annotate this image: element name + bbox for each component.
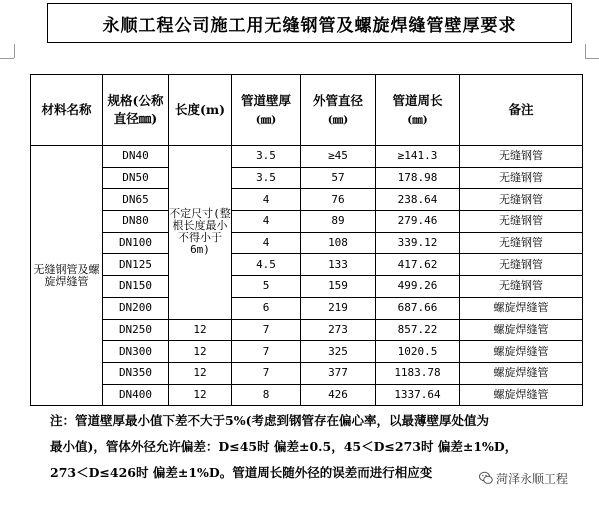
header-material: 材料名称 bbox=[31, 75, 103, 146]
spec-cell: DN80 bbox=[103, 211, 169, 233]
spec-cell: DN100 bbox=[103, 232, 169, 254]
perimeter-cell: 1337.64 bbox=[376, 384, 460, 406]
table-row bbox=[31, 211, 583, 233]
spec-cell: DN50 bbox=[103, 167, 169, 189]
remark-cell: 无缝钢管 bbox=[460, 146, 583, 168]
wall-thickness-cell: 3.5 bbox=[232, 167, 301, 189]
header-length: 长度(m) bbox=[169, 75, 232, 146]
wall-thickness-cell: 3.5 bbox=[232, 146, 301, 168]
remark-cell: 螺旋焊缝管 bbox=[460, 297, 583, 319]
spec-cell: DN40 bbox=[103, 146, 169, 168]
spec-cell: DN150 bbox=[103, 276, 169, 298]
table-header-row bbox=[31, 75, 583, 146]
outer-diameter-cell: 159 bbox=[301, 276, 376, 298]
outer-diameter-cell: 89 bbox=[301, 211, 376, 233]
table-row bbox=[31, 189, 583, 211]
remark-cell: 无缝钢管 bbox=[460, 189, 583, 211]
table-row bbox=[31, 341, 583, 363]
wall-thickness-cell: 7 bbox=[232, 362, 301, 384]
table-row bbox=[31, 146, 583, 168]
remark-cell: 无缝钢管 bbox=[460, 254, 583, 276]
page-title: 永顺工程公司施工用无缝钢管及螺旋焊缝管壁厚要求 bbox=[102, 15, 517, 36]
outer-diameter-cell: 325 bbox=[301, 341, 376, 363]
remark-cell: 无缝钢管 bbox=[460, 276, 583, 298]
table-row bbox=[31, 319, 583, 341]
crop-mark bbox=[0, 58, 14, 59]
table-row bbox=[31, 384, 583, 406]
watermark-text: 菏泽永顺工程 bbox=[496, 472, 569, 486]
outer-diameter-cell: 108 bbox=[301, 232, 376, 254]
footnote-line: 最小值)，管体外径允许偏差：D≤45时 偏差±0.5，45＜D≤273时 偏差±1%D， bbox=[50, 439, 518, 454]
header-remark: 备注 bbox=[460, 75, 583, 146]
remark-cell: 螺旋焊缝管 bbox=[460, 362, 583, 384]
outer-diameter-cell: 273 bbox=[301, 319, 376, 341]
table-row bbox=[31, 232, 583, 254]
spec-cell: DN125 bbox=[103, 254, 169, 276]
wall-thickness-cell: 6 bbox=[232, 297, 301, 319]
length-cell: 12 bbox=[169, 341, 232, 363]
header-perimeter: 管道周长 (㎜) bbox=[376, 75, 460, 146]
perimeter-cell: 178.98 bbox=[376, 167, 460, 189]
length-merged-cell: 不定尺寸(整根长度最小不得小于6m) bbox=[169, 146, 232, 320]
remark-cell: 螺旋焊缝管 bbox=[460, 384, 583, 406]
pipe-spec-table bbox=[30, 74, 583, 406]
wall-thickness-cell: 8 bbox=[232, 384, 301, 406]
crop-mark bbox=[585, 44, 586, 58]
remark-cell: 无缝钢管 bbox=[460, 167, 583, 189]
remark-cell: 螺旋焊缝管 bbox=[460, 319, 583, 341]
remark-cell: 无缝钢管 bbox=[460, 211, 583, 233]
perimeter-cell: 687.66 bbox=[376, 297, 460, 319]
remark-cell: 螺旋焊缝管 bbox=[460, 341, 583, 363]
page-title-box bbox=[47, 3, 572, 43]
length-cell: 12 bbox=[169, 362, 232, 384]
table-row bbox=[31, 362, 583, 384]
wall-thickness-cell: 4.5 bbox=[232, 254, 301, 276]
footnote-line: 注：管道壁厚最小值下差不大于5%(考虑到钢管存在偏心率，以最薄壁厚处值为 bbox=[50, 413, 489, 428]
footnote-line: 273＜D≤426时 偏差±1%D。管道周长随外径的误差而进行相应变 bbox=[50, 465, 433, 480]
table-row bbox=[31, 254, 583, 276]
perimeter-cell: 279.46 bbox=[376, 211, 460, 233]
table-row bbox=[31, 167, 583, 189]
wall-thickness-cell: 7 bbox=[232, 319, 301, 341]
length-cell: 12 bbox=[169, 319, 232, 341]
length-cell: 12 bbox=[169, 384, 232, 406]
spec-cell: DN200 bbox=[103, 297, 169, 319]
spec-cell: DN300 bbox=[103, 341, 169, 363]
header-outer-diameter: 外管直径 (㎜) bbox=[301, 75, 376, 146]
perimeter-cell: 1020.5 bbox=[376, 341, 460, 363]
table-row bbox=[31, 297, 583, 319]
perimeter-cell: 499.26 bbox=[376, 276, 460, 298]
watermark bbox=[478, 469, 570, 488]
outer-diameter-cell: ≥45 bbox=[301, 146, 376, 168]
header-spec: 规格(公称 直径㎜) bbox=[103, 75, 169, 146]
perimeter-cell: ≥141.3 bbox=[376, 146, 460, 168]
perimeter-cell: 857.22 bbox=[376, 319, 460, 341]
perimeter-cell: 1183.78 bbox=[376, 362, 460, 384]
spec-cell: DN400 bbox=[103, 384, 169, 406]
perimeter-cell: 417.62 bbox=[376, 254, 460, 276]
outer-diameter-cell: 219 bbox=[301, 297, 376, 319]
material-cell: 无缝钢管及螺旋焊缝管 bbox=[31, 146, 103, 406]
wall-thickness-cell: 7 bbox=[232, 341, 301, 363]
outer-diameter-cell: 426 bbox=[301, 384, 376, 406]
header-wall-thickness: 管道壁厚 (㎜) bbox=[232, 75, 301, 146]
spec-cell: DN65 bbox=[103, 189, 169, 211]
wall-thickness-cell: 4 bbox=[232, 211, 301, 233]
table-row bbox=[31, 276, 583, 298]
spec-cell: DN250 bbox=[103, 319, 169, 341]
crop-mark bbox=[14, 44, 15, 58]
wall-thickness-cell: 5 bbox=[232, 276, 301, 298]
perimeter-cell: 339.12 bbox=[376, 232, 460, 254]
remark-cell: 无缝钢管 bbox=[460, 232, 583, 254]
spec-cell: DN350 bbox=[103, 362, 169, 384]
outer-diameter-cell: 76 bbox=[301, 189, 376, 211]
outer-diameter-cell: 377 bbox=[301, 362, 376, 384]
wechat-icon bbox=[479, 471, 493, 485]
outer-diameter-cell: 57 bbox=[301, 167, 376, 189]
wall-thickness-cell: 4 bbox=[232, 232, 301, 254]
wall-thickness-cell: 4 bbox=[232, 189, 301, 211]
perimeter-cell: 238.64 bbox=[376, 189, 460, 211]
outer-diameter-cell: 133 bbox=[301, 254, 376, 276]
crop-mark bbox=[585, 58, 599, 59]
